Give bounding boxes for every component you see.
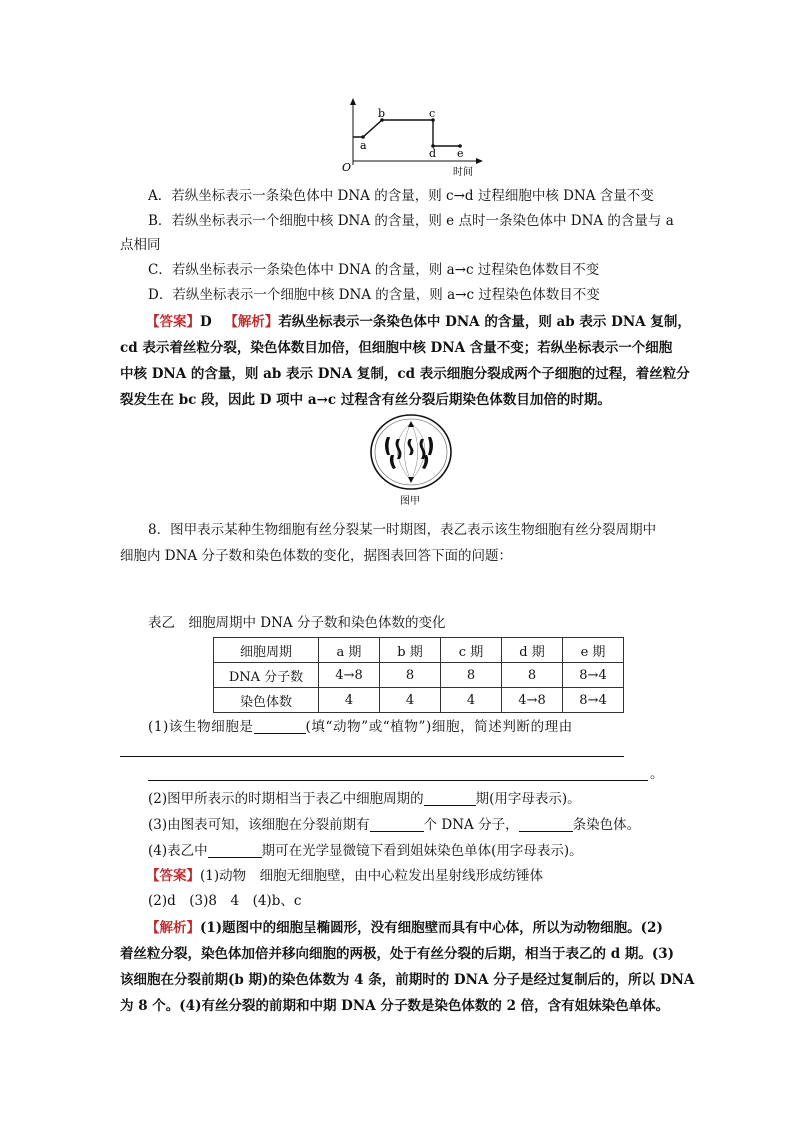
chromosomes bbox=[385, 437, 433, 469]
answer-blank-2[interactable] bbox=[424, 791, 476, 806]
table-row bbox=[214, 688, 624, 713]
q8-sub4 bbox=[148, 841, 583, 861]
analysis8-text-1: (1)题图中的细胞呈椭圆形，没有细胞壁而具有中心体，所以为动物细胞。(2) bbox=[200, 920, 663, 936]
analysis8-line3: 该细胞在分裂前期(b 期)的染色体数为 4 条，前期时的 DNA 分子是经过复制后的，所以 DNA bbox=[120, 972, 695, 988]
answer-blank-5[interactable] bbox=[208, 843, 262, 858]
q8-sub1 bbox=[148, 717, 573, 737]
option-d: D．若纵坐标表示一个细胞中核 DNA 的含量，则 a→c 过程染色体数目不变 bbox=[148, 287, 600, 303]
answer8-line1 bbox=[146, 866, 543, 886]
q4-text-b: 期可在光学显微镜下看到姐妹染色单体(用字母表示)。 bbox=[261, 843, 583, 859]
answer7-line3: 中核 DNA 的含量，则 ab 表示 DNA 复制，cd 表示细胞分裂成两个子细胞的过程，着丝粒分 bbox=[120, 366, 690, 382]
table-cell: 8 bbox=[380, 663, 441, 688]
q8-sub3 bbox=[148, 815, 640, 835]
table-header-cell: a 期 bbox=[319, 638, 380, 663]
q1-end: 。 bbox=[650, 766, 664, 782]
cell-mitosis-figure bbox=[367, 409, 455, 509]
analysis-tag: 【解析】 bbox=[146, 920, 200, 936]
label-b: b bbox=[378, 107, 386, 120]
table-cell: DNA 分子数 bbox=[214, 663, 319, 688]
table-header-cell: d 期 bbox=[502, 638, 563, 663]
answer7-line4: 裂发生在 bc 段，因此 D 项中 a→c 过程含有丝分裂后期染色体数目加倍的时期。 bbox=[120, 392, 611, 408]
table-cell: 4 bbox=[319, 688, 380, 713]
table-header-cell: b 期 bbox=[380, 638, 441, 663]
answer7-line1 bbox=[146, 312, 691, 332]
q2-text-b: 期(用字母表示)。 bbox=[475, 791, 581, 807]
q3-text-c: 条染色体。 bbox=[572, 817, 641, 833]
option-b-line2: 点相同 bbox=[120, 237, 161, 253]
table-cell: 4→8 bbox=[319, 663, 380, 688]
analysis-text: 若纵坐标表示一条染色体中 DNA 的含量，则 ab 表示 DNA 复制， bbox=[278, 314, 691, 330]
table-cell: 4→8 bbox=[502, 688, 563, 713]
q8-line2: 细胞内 DNA 分子数和染色体数的变化，据图表回答下面的问题： bbox=[120, 548, 512, 564]
dna-content-graph bbox=[330, 95, 490, 180]
table-header-row bbox=[214, 638, 624, 663]
graph-line bbox=[353, 120, 460, 146]
table-cell: 8 bbox=[441, 663, 502, 688]
q1-text-b: (填“动物”或“植物”)细胞，简述判断的理由 bbox=[305, 719, 573, 735]
q4-text-a: (4)表乙中 bbox=[148, 843, 208, 859]
table-header-cell: e 期 bbox=[563, 638, 624, 663]
centriole-bottom bbox=[408, 477, 414, 483]
q3-text-b: 个 DNA 分子， bbox=[423, 817, 519, 833]
figure-caption: 图甲 bbox=[400, 496, 420, 507]
label-e: e bbox=[457, 147, 464, 160]
table-cell: 4 bbox=[380, 688, 441, 713]
table-cell: 8 bbox=[502, 663, 563, 688]
table-title: 表乙 细胞周期中 DNA 分子数和染色体数的变化 bbox=[148, 615, 446, 631]
q8-sub2 bbox=[148, 789, 581, 809]
origin-label: O bbox=[342, 161, 352, 174]
analysis8-line1 bbox=[146, 918, 663, 938]
table-row bbox=[214, 663, 624, 688]
table-cell: 4 bbox=[441, 688, 502, 713]
answer-blank-4[interactable] bbox=[519, 817, 573, 832]
answer8-line2: (2)d (3)8 4 (4)b、c bbox=[148, 893, 302, 909]
q2-text-a: (2)图甲所表示的时期相当于表乙中细胞周期的 bbox=[148, 791, 424, 807]
label-a: a bbox=[360, 139, 367, 152]
answer-tag: 【答案】 bbox=[146, 314, 200, 330]
analysis8-line4: 为 8 个。(4)有丝分裂的前期和中期 DNA 分子数是染色体数的 2 倍，含有姐妹染色单体。 bbox=[120, 998, 670, 1014]
q1-text-a: (1)该生物细胞是 bbox=[148, 719, 254, 735]
q8-line1: 8．图甲表示某种生物细胞有丝分裂某一时期图，表乙表示该生物细胞有丝分裂周期中 bbox=[148, 522, 657, 538]
analysis-tag: 【解析】 bbox=[224, 314, 279, 330]
option-b-line1: B．若纵坐标表示一个细胞中核 DNA 的含量，则 e 点时一条染色体中 DNA 的含量与 a bbox=[148, 213, 674, 229]
answer8-text-1: (1)动物 细胞无细胞壁，由中心粒发出星射线形成纺锤体 bbox=[200, 868, 544, 884]
answer-blank-1[interactable] bbox=[254, 719, 306, 734]
x-axis-arrow bbox=[476, 158, 483, 164]
x-axis-label: 时间 bbox=[453, 167, 473, 178]
table-cell: 8→4 bbox=[563, 663, 624, 688]
answer-tag: 【答案】 bbox=[146, 868, 200, 884]
q3-text-a: (3)由图表可知，该细胞在分裂前期有 bbox=[148, 817, 370, 833]
answer-line-reason-2[interactable] bbox=[148, 780, 648, 781]
analysis8-line2: 着丝粒分裂，染色体加倍并移向细胞的两极，处于有丝分裂的后期，相当于表乙的 d 期。(3) bbox=[120, 946, 675, 962]
table-cell: 8→4 bbox=[563, 688, 624, 713]
answer-blank-3[interactable] bbox=[370, 817, 424, 832]
option-c: C．若纵坐标表示一条染色体中 DNA 的含量，则 a→c 过程染色体数目不变 bbox=[148, 262, 600, 278]
label-c: c bbox=[429, 107, 436, 120]
answer-line-reason-1[interactable] bbox=[120, 756, 624, 757]
table-cell: 染色体数 bbox=[214, 688, 319, 713]
answer7-line2: cd 表示着丝粒分裂，染色体数目加倍，但细胞中核 DNA 含量不变；若纵坐标表示一个细胞 bbox=[120, 340, 673, 356]
table-header-cell: c 期 bbox=[441, 638, 502, 663]
centriole-top bbox=[408, 421, 414, 427]
answer-value: D bbox=[200, 314, 212, 330]
table-header-cell: 细胞周期 bbox=[214, 638, 319, 663]
option-a: A．若纵坐标表示一条染色体中 DNA 的含量，则 c→d 过程细胞中核 DNA 含量不变 bbox=[148, 188, 654, 204]
y-axis-arrow bbox=[350, 98, 356, 105]
dna-chromosome-table bbox=[213, 637, 624, 713]
label-d: d bbox=[429, 147, 437, 160]
